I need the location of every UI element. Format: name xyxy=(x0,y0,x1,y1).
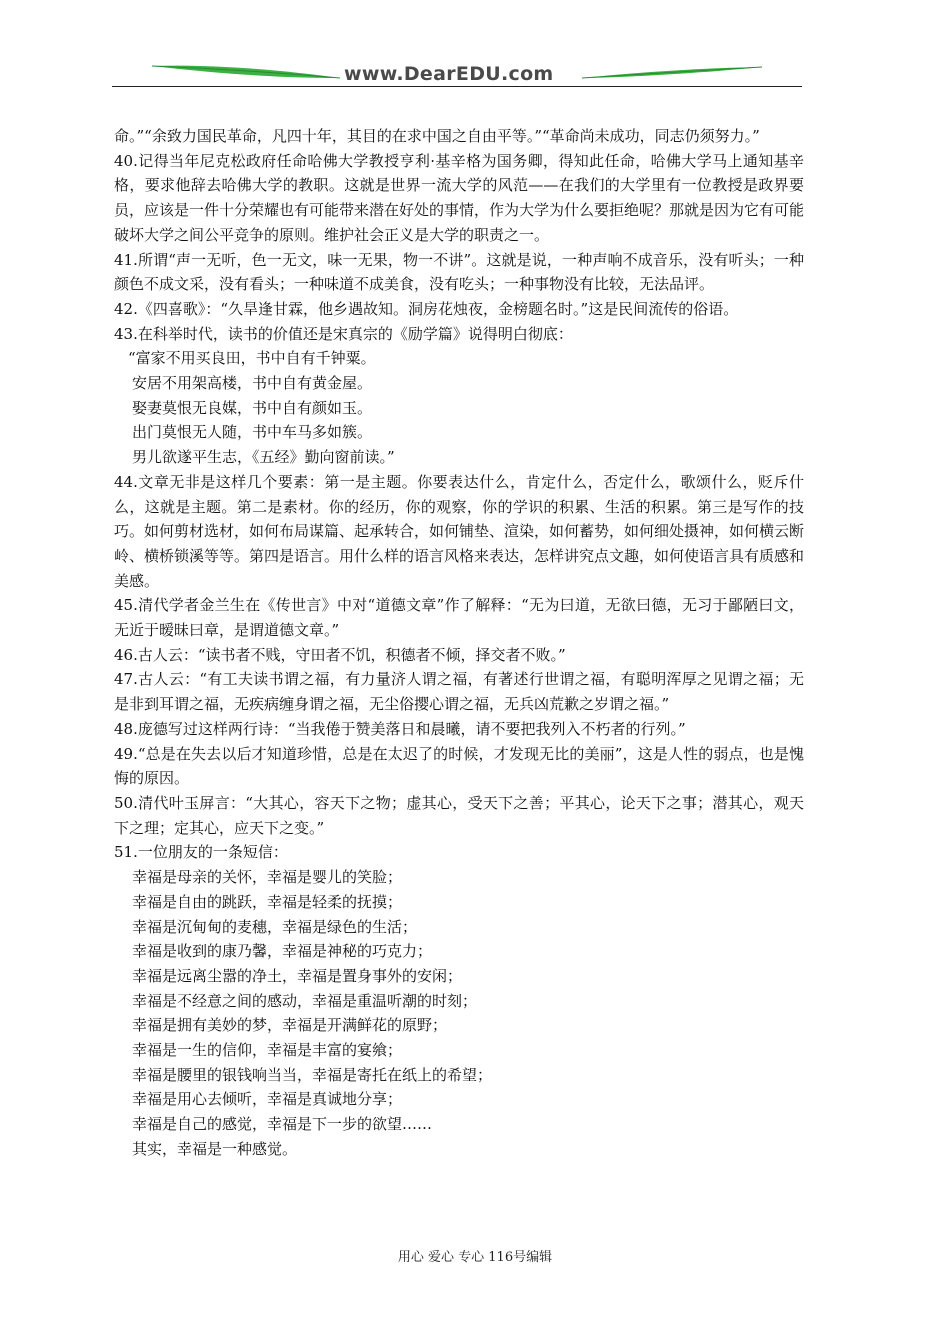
page-footer: 用心 爱心 专心 116号编辑 xyxy=(397,1250,553,1265)
paragraph: 幸福是母亲的关怀，幸福是婴儿的笑脸； xyxy=(132,868,403,887)
paragraph: 46.古人云：“读书者不贱，守田者不饥，积德者不倾，择交者不败。” xyxy=(114,645,566,664)
paragraph: 48.庞德写过这样两行诗：“当我倦于赞美落日和晨曦，请不要把我列入不朽者的行列。” xyxy=(114,719,686,738)
paragraph: 幸福是拥有美妙的梦，幸福是开满鲜花的原野； xyxy=(132,1016,448,1035)
paragraph: 男儿欲遂平生志，《五经》勤向窗前读。” xyxy=(132,448,395,467)
paragraph: 幸福是用心去倾听，幸福是真诚地分享； xyxy=(132,1090,403,1109)
paragraph: 51.一位朋友的一条短信： xyxy=(114,843,288,862)
paragraph: 47.古人云：“有工夫读书谓之福，有力量济人谓之福，有著述行世谓之福，有聪明浑厚之见谓之福；无是非到耳谓之福，无疾病缠身谓之福，无尘俗撄心谓之福，无兵凶荒歉之岁谓之福。” xyxy=(114,670,804,714)
paragraph: 49.“总是在失去以后才知道珍惜，总是在太迟了的时候，才发现无比的美丽”，这是人性的弱点，也是愧悔的原因。 xyxy=(114,744,804,788)
paragraph: 命。”“余致力国民革命，凡四十年，其目的在求中国之自由平等。”“革命尚未成功，同志仍须努力。” xyxy=(114,127,760,145)
site-logo-text[interactable]: www.DearEDU.com xyxy=(344,63,554,85)
paragraph: 其实，幸福是一种感觉。 xyxy=(132,1139,298,1158)
paragraph: 幸福是沉甸甸的麦穗，幸福是绿色的生活； xyxy=(132,917,418,936)
paragraph: 44.文章无非是这样几个要素：第一是主题。你要表达什么，肯定什么，否定什么，歌颂什么，贬斥什么，这就是主题。第二是素材。你的经历，你的观察，你的学识的积累、生活的积累。第三是写作的技巧。如何剪材选材，如何布局谋篇、起承转合，如何铺垫、渲染，如何蓄势，如何细处摄神，如何横云断岭、横桥锁溪等等。第四是语言。用什么样的语言风格来表达，怎样讲究点文趣，如何使语言具有质感和美感。 xyxy=(114,472,805,590)
paragraph: 43.在科举时代，读书的价值还是宋真宗的《励学篇》说得明白彻底： xyxy=(114,324,573,343)
paragraph: 40.记得当年尼克松政府任命哈佛大学教授亨利·基辛格为国务卿，得知此任命，哈佛大学马上通知基辛格，要求他辞去哈佛大学的教职。这就是世界一流大学的风范——在我们的大学里有一位教授是政界要员，应该是一件十分荣耀也有可能带来潜在好处的事情，作为大学为什么要拒绝呢？那就是因为它有可能破坏大学之间公平竞争的原则。维护社会正义是大学的职责之一。 xyxy=(114,151,805,244)
paragraph: 50.清代叶玉屏言：“大其心，容天下之物；虚其心，受天下之善；平其心，论天下之事；潜其心，观天下之理；定其心，应天下之变。” xyxy=(114,793,804,837)
header-divider xyxy=(112,86,802,87)
paragraph: 幸福是自由的跳跃，幸福是轻柔的抚摸； xyxy=(132,892,403,911)
paragraph: 幸福是远离尘嚣的净土，幸福是置身事外的安闲； xyxy=(132,966,463,985)
paragraph: 幸福是一生的信仰，幸福是丰富的宴飨； xyxy=(132,1041,403,1060)
paragraph: 41.所谓“声一无听，色一无文，味一无果，物一不讲”。这就是说，一种声响不成音乐，没有听头；一种颜色不成文采，没有看头；一种味道不成美食，没有吃头；一种事物没有比较，无法品评。 xyxy=(114,250,804,294)
paragraph: 娶妻莫恨无良媒，书中自有颜如玉。 xyxy=(132,398,373,417)
paragraph: 42.《四喜歌》：“久旱逢甘霖，他乡遇故知。洞房花烛夜，金榜题名时。”这是民间流传的俗语。 xyxy=(114,299,739,318)
paragraph: 安居不用架高楼，书中自有黄金屋。 xyxy=(132,374,373,393)
paragraph: 45.清代学者金兰生在《传世言》中对“道德文章”作了解释：“无为曰道，无欲曰德，无习于鄙陋曰文，无近于暧昧曰章，是谓道德文章。” xyxy=(114,596,804,640)
paragraph: “富家不用买良田，书中自有千钟粟。 xyxy=(128,349,376,368)
paragraph: 幸福是自己的感觉，幸福是下一步的欲望…… xyxy=(132,1115,433,1134)
paragraph: 幸福是收到的康乃馨，幸福是神秘的巧克力； xyxy=(132,942,433,961)
page-header xyxy=(112,58,802,92)
document-body xyxy=(114,124,804,1162)
paragraph: 出门莫恨无人随，书中车马多如簇。 xyxy=(132,423,373,442)
paragraph: 幸福是不经意之间的感动，幸福是重温听潮的时刻； xyxy=(132,991,478,1010)
paragraph: 幸福是腰里的银钱响当当，幸福是寄托在纸上的希望； xyxy=(132,1065,493,1084)
